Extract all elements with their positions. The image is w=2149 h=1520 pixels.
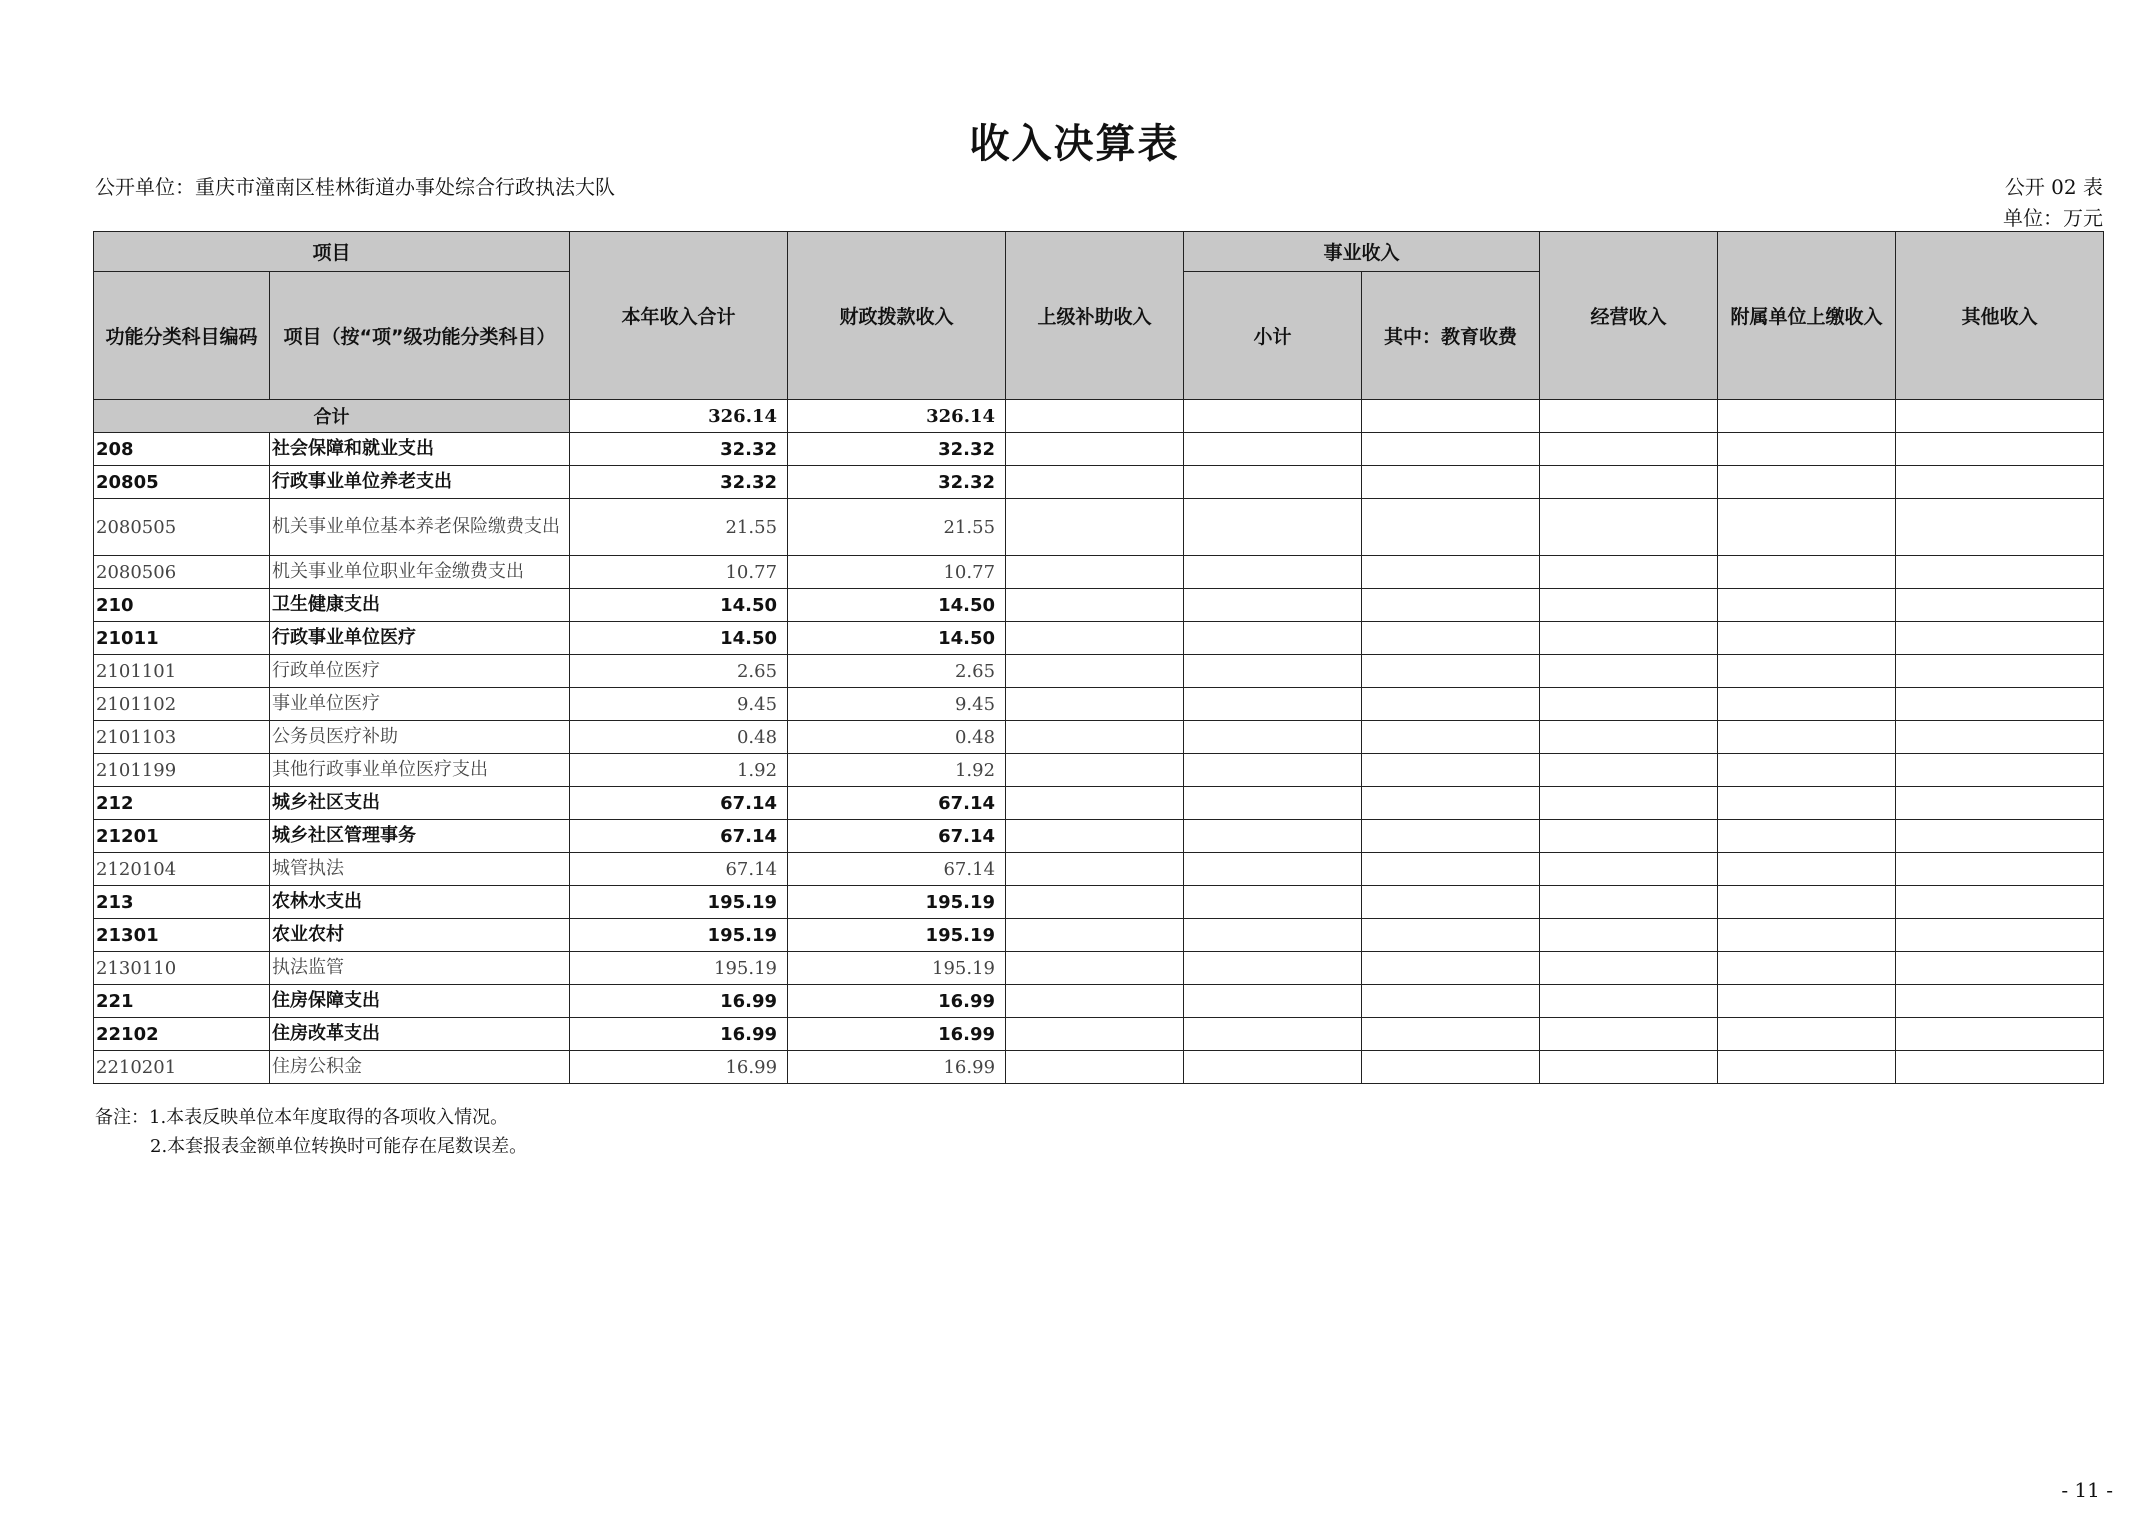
total-amount: 326.14 xyxy=(570,400,788,433)
fiscal-cell: 14.50 xyxy=(788,589,1006,622)
empty-cell xyxy=(1718,1051,1896,1084)
func-code-cell: 2101199 xyxy=(94,754,270,787)
func-code-cell: 21011 xyxy=(94,622,270,655)
empty-cell xyxy=(1540,1018,1718,1051)
func-code-cell: 212 xyxy=(94,787,270,820)
fiscal-cell: 16.99 xyxy=(788,1018,1006,1051)
empty-cell xyxy=(1896,688,2104,721)
table-row xyxy=(94,622,2104,655)
header-affiliated: 附属单位上缴收入 xyxy=(1718,232,1896,400)
header-education: 其中：教育收费 xyxy=(1362,272,1540,400)
fiscal-cell: 67.14 xyxy=(788,820,1006,853)
empty-cell xyxy=(1540,985,1718,1018)
total-cell: 16.99 xyxy=(570,1051,788,1084)
table-row xyxy=(94,556,2104,589)
note-1: 备注：1.本表反映单位本年度取得的各项收入情况。 xyxy=(95,1107,509,1128)
func-code-cell: 208 xyxy=(94,433,270,466)
empty-cell xyxy=(1184,985,1362,1018)
empty-cell xyxy=(1006,466,1184,499)
total-cell: 9.45 xyxy=(570,688,788,721)
table-row xyxy=(94,688,2104,721)
total-cell: 32.32 xyxy=(570,433,788,466)
empty-cell xyxy=(1540,952,1718,985)
total-cell: 16.99 xyxy=(570,1018,788,1051)
empty-cell xyxy=(1362,400,1540,433)
func-name-cell: 行政事业单位医疗 xyxy=(270,622,570,655)
form-meta xyxy=(2003,172,2103,234)
fiscal-cell: 32.32 xyxy=(788,466,1006,499)
empty-cell xyxy=(1718,466,1896,499)
total-cell: 0.48 xyxy=(570,721,788,754)
total-cell: 32.32 xyxy=(570,466,788,499)
func-code-cell: 2080505 xyxy=(94,499,270,556)
empty-cell xyxy=(1006,433,1184,466)
func-name-cell: 住房改革支出 xyxy=(270,1018,570,1051)
empty-cell xyxy=(1184,433,1362,466)
table-row xyxy=(94,787,2104,820)
empty-cell xyxy=(1006,499,1184,556)
table-body xyxy=(94,400,2104,1084)
header-superior: 上级补助收入 xyxy=(1006,232,1184,400)
func-name-cell: 机关事业单位基本养老保险缴费支出 xyxy=(270,499,570,556)
total-cell: 2.65 xyxy=(570,655,788,688)
func-code-cell: 2101101 xyxy=(94,655,270,688)
header-func-name: 项目（按“项”级功能分类科目） xyxy=(270,272,570,400)
empty-cell xyxy=(1362,466,1540,499)
fiscal-cell: 10.77 xyxy=(788,556,1006,589)
empty-cell xyxy=(1006,754,1184,787)
empty-cell xyxy=(1362,1051,1540,1084)
empty-cell xyxy=(1540,886,1718,919)
empty-cell xyxy=(1540,556,1718,589)
empty-cell xyxy=(1362,919,1540,952)
empty-cell xyxy=(1362,787,1540,820)
empty-cell xyxy=(1362,853,1540,886)
table-row xyxy=(94,499,2104,556)
func-code-cell: 2101103 xyxy=(94,721,270,754)
empty-cell xyxy=(1718,952,1896,985)
empty-cell xyxy=(1896,919,2104,952)
empty-cell xyxy=(1540,622,1718,655)
empty-cell xyxy=(1006,556,1184,589)
fiscal-cell: 2.65 xyxy=(788,655,1006,688)
empty-cell xyxy=(1184,655,1362,688)
func-code-cell: 20805 xyxy=(94,466,270,499)
empty-cell xyxy=(1896,655,2104,688)
total-row xyxy=(94,400,2104,433)
empty-cell xyxy=(1362,721,1540,754)
func-code-cell: 2120104 xyxy=(94,853,270,886)
total-cell: 195.19 xyxy=(570,919,788,952)
func-code-cell: 21301 xyxy=(94,919,270,952)
header-subtotal: 小计 xyxy=(1184,272,1362,400)
table-row xyxy=(94,721,2104,754)
fiscal-cell: 195.19 xyxy=(788,919,1006,952)
total-fiscal: 326.14 xyxy=(788,400,1006,433)
table-row xyxy=(94,952,2104,985)
empty-cell xyxy=(1896,985,2104,1018)
header-project: 项目 xyxy=(94,232,570,272)
func-code-cell: 210 xyxy=(94,589,270,622)
total-cell: 67.14 xyxy=(570,853,788,886)
empty-cell xyxy=(1540,754,1718,787)
empty-cell xyxy=(1006,1018,1184,1051)
total-cell: 14.50 xyxy=(570,589,788,622)
empty-cell xyxy=(1896,622,2104,655)
total-cell: 195.19 xyxy=(570,952,788,985)
empty-cell xyxy=(1184,1051,1362,1084)
func-name-cell: 住房保障支出 xyxy=(270,985,570,1018)
empty-cell xyxy=(1184,688,1362,721)
empty-cell xyxy=(1540,433,1718,466)
empty-cell xyxy=(1362,985,1540,1018)
empty-cell xyxy=(1006,655,1184,688)
empty-cell xyxy=(1718,919,1896,952)
empty-cell xyxy=(1896,433,2104,466)
func-code-cell: 221 xyxy=(94,985,270,1018)
empty-cell xyxy=(1184,787,1362,820)
table-row xyxy=(94,466,2104,499)
empty-cell xyxy=(1896,787,2104,820)
empty-cell xyxy=(1718,853,1896,886)
empty-cell xyxy=(1718,754,1896,787)
empty-cell xyxy=(1718,400,1896,433)
func-name-cell: 执法监管 xyxy=(270,952,570,985)
empty-cell xyxy=(1896,820,2104,853)
currency-unit: 单位：万元 xyxy=(2003,206,2103,230)
empty-cell xyxy=(1184,1018,1362,1051)
empty-cell xyxy=(1896,556,2104,589)
empty-cell xyxy=(1362,433,1540,466)
income-table xyxy=(93,231,2104,1084)
func-name-cell: 城管执法 xyxy=(270,853,570,886)
empty-cell xyxy=(1540,919,1718,952)
empty-cell xyxy=(1718,985,1896,1018)
reporting-unit: 公开单位：重庆市潼南区桂林街道办事处综合行政执法大队 xyxy=(95,175,615,199)
func-code-cell: 2101102 xyxy=(94,688,270,721)
total-cell: 67.14 xyxy=(570,787,788,820)
empty-cell xyxy=(1006,853,1184,886)
fiscal-cell: 16.99 xyxy=(788,1051,1006,1084)
func-code-cell: 22102 xyxy=(94,1018,270,1051)
total-cell: 10.77 xyxy=(570,556,788,589)
func-name-cell: 公务员医疗补助 xyxy=(270,721,570,754)
empty-cell xyxy=(1362,952,1540,985)
func-name-cell: 农林水支出 xyxy=(270,886,570,919)
empty-cell xyxy=(1006,787,1184,820)
empty-cell xyxy=(1006,1051,1184,1084)
func-name-cell: 卫生健康支出 xyxy=(270,589,570,622)
func-name-cell: 城乡社区管理事务 xyxy=(270,820,570,853)
empty-cell xyxy=(1184,400,1362,433)
func-code-cell: 2130110 xyxy=(94,952,270,985)
total-cell: 14.50 xyxy=(570,622,788,655)
empty-cell xyxy=(1362,886,1540,919)
empty-cell xyxy=(1362,499,1540,556)
empty-cell xyxy=(1718,499,1896,556)
empty-cell xyxy=(1006,721,1184,754)
empty-cell xyxy=(1006,886,1184,919)
empty-cell xyxy=(1540,655,1718,688)
fiscal-cell: 1.92 xyxy=(788,754,1006,787)
empty-cell xyxy=(1362,754,1540,787)
func-name-cell: 机关事业单位职业年金缴费支出 xyxy=(270,556,570,589)
func-code-cell: 213 xyxy=(94,886,270,919)
total-cell: 67.14 xyxy=(570,820,788,853)
empty-cell xyxy=(1540,466,1718,499)
func-name-cell: 住房公积金 xyxy=(270,1051,570,1084)
table-row xyxy=(94,589,2104,622)
empty-cell xyxy=(1006,400,1184,433)
empty-cell xyxy=(1896,952,2104,985)
empty-cell xyxy=(1540,721,1718,754)
empty-cell xyxy=(1896,853,2104,886)
func-name-cell: 农业农村 xyxy=(270,919,570,952)
empty-cell xyxy=(1718,589,1896,622)
empty-cell xyxy=(1362,655,1540,688)
func-name-cell: 行政单位医疗 xyxy=(270,655,570,688)
table-row xyxy=(94,985,2104,1018)
page-title: 收入决算表 xyxy=(969,121,1180,167)
empty-cell xyxy=(1896,721,2104,754)
empty-cell xyxy=(1718,1018,1896,1051)
header-fiscal: 财政拨款收入 xyxy=(788,232,1006,400)
fiscal-cell: 67.14 xyxy=(788,853,1006,886)
empty-cell xyxy=(1718,655,1896,688)
empty-cell xyxy=(1184,721,1362,754)
table-row xyxy=(94,1018,2104,1051)
empty-cell xyxy=(1362,556,1540,589)
empty-cell xyxy=(1184,589,1362,622)
fiscal-cell: 32.32 xyxy=(788,433,1006,466)
fiscal-cell: 21.55 xyxy=(788,499,1006,556)
total-cell: 16.99 xyxy=(570,985,788,1018)
empty-cell xyxy=(1184,466,1362,499)
empty-cell xyxy=(1006,952,1184,985)
fiscal-cell: 195.19 xyxy=(788,886,1006,919)
fiscal-cell: 67.14 xyxy=(788,787,1006,820)
empty-cell xyxy=(1718,556,1896,589)
empty-cell xyxy=(1006,688,1184,721)
table-row xyxy=(94,886,2104,919)
empty-cell xyxy=(1540,820,1718,853)
empty-cell xyxy=(1362,1018,1540,1051)
empty-cell xyxy=(1718,820,1896,853)
total-cell: 1.92 xyxy=(570,754,788,787)
empty-cell xyxy=(1006,985,1184,1018)
fiscal-cell: 0.48 xyxy=(788,721,1006,754)
fiscal-cell: 16.99 xyxy=(788,985,1006,1018)
empty-cell xyxy=(1896,1051,2104,1084)
empty-cell xyxy=(1184,919,1362,952)
empty-cell xyxy=(1718,787,1896,820)
empty-cell xyxy=(1362,688,1540,721)
header-operating: 经营收入 xyxy=(1540,232,1718,400)
fiscal-cell: 9.45 xyxy=(788,688,1006,721)
fiscal-cell: 195.19 xyxy=(788,952,1006,985)
func-name-cell: 行政事业单位养老支出 xyxy=(270,466,570,499)
empty-cell xyxy=(1896,754,2104,787)
func-code-cell: 21201 xyxy=(94,820,270,853)
empty-cell xyxy=(1184,820,1362,853)
empty-cell xyxy=(1184,754,1362,787)
empty-cell xyxy=(1896,1018,2104,1051)
table-row xyxy=(94,433,2104,466)
empty-cell xyxy=(1540,589,1718,622)
empty-cell xyxy=(1184,853,1362,886)
empty-cell xyxy=(1184,952,1362,985)
func-name-cell: 事业单位医疗 xyxy=(270,688,570,721)
empty-cell xyxy=(1896,466,2104,499)
form-number: 公开 02 表 xyxy=(2004,175,2103,199)
empty-cell xyxy=(1006,919,1184,952)
page-number: - 11 - xyxy=(2061,1478,2113,1502)
header-business: 事业收入 xyxy=(1184,232,1540,272)
empty-cell xyxy=(1540,499,1718,556)
empty-cell xyxy=(1718,688,1896,721)
table-row xyxy=(94,754,2104,787)
func-name-cell: 社会保障和就业支出 xyxy=(270,433,570,466)
empty-cell xyxy=(1006,622,1184,655)
header-total: 本年收入合计 xyxy=(570,232,788,400)
empty-cell xyxy=(1540,688,1718,721)
empty-cell xyxy=(1896,589,2104,622)
total-label: 合计 xyxy=(94,400,570,433)
empty-cell xyxy=(1184,886,1362,919)
empty-cell xyxy=(1362,622,1540,655)
notes xyxy=(95,1103,527,1161)
empty-cell xyxy=(1006,589,1184,622)
empty-cell xyxy=(1896,886,2104,919)
empty-cell xyxy=(1362,820,1540,853)
empty-cell xyxy=(1718,433,1896,466)
total-cell: 195.19 xyxy=(570,886,788,919)
note-2: 2.本套报表金额单位转换时可能存在尾数误差。 xyxy=(150,1136,528,1157)
func-code-cell: 2210201 xyxy=(94,1051,270,1084)
empty-cell xyxy=(1718,886,1896,919)
table-row xyxy=(94,1051,2104,1084)
empty-cell xyxy=(1184,622,1362,655)
header-other: 其他收入 xyxy=(1896,232,2104,400)
empty-cell xyxy=(1184,499,1362,556)
table-row xyxy=(94,853,2104,886)
func-name-cell: 城乡社区支出 xyxy=(270,787,570,820)
table-row xyxy=(94,655,2104,688)
empty-cell xyxy=(1540,853,1718,886)
empty-cell xyxy=(1362,589,1540,622)
empty-cell xyxy=(1718,622,1896,655)
total-cell: 21.55 xyxy=(570,499,788,556)
fiscal-cell: 14.50 xyxy=(788,622,1006,655)
empty-cell xyxy=(1718,721,1896,754)
empty-cell xyxy=(1896,499,2104,556)
table-row xyxy=(94,919,2104,952)
table-row xyxy=(94,820,2104,853)
empty-cell xyxy=(1184,556,1362,589)
header-func-code: 功能分类科目编码 xyxy=(94,272,270,400)
empty-cell xyxy=(1540,1051,1718,1084)
func-code-cell: 2080506 xyxy=(94,556,270,589)
empty-cell xyxy=(1540,787,1718,820)
empty-cell xyxy=(1540,400,1718,433)
empty-cell xyxy=(1896,400,2104,433)
func-name-cell: 其他行政事业单位医疗支出 xyxy=(270,754,570,787)
empty-cell xyxy=(1006,820,1184,853)
